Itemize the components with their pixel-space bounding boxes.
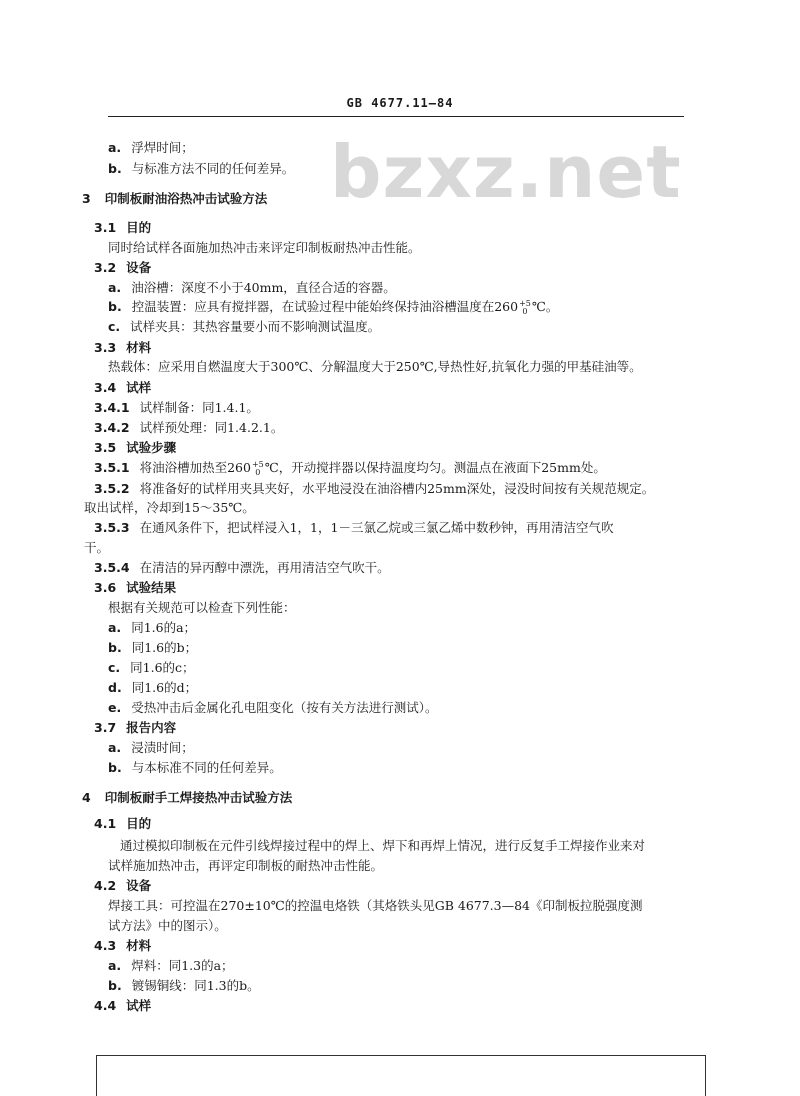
footer-frame [96, 1055, 706, 1096]
list-item: b. 与标准方法不同的任何差异。 [108, 161, 295, 176]
paragraph-line: 试样施加热冲击，再评定印制板的耐热冲击性能。 [108, 858, 384, 873]
subsection-heading: 3.3 材料 [94, 340, 152, 355]
header-rule [108, 116, 684, 117]
clause-line: 3.4.2 试样预处理：同1.4.2.1。 [94, 420, 284, 435]
paragraph-line: 焊接工具：可控温在270±10℃的控温电烙铁（其烙铁头见GB 4677.3—84《印制板拉脱强度测 [108, 898, 643, 913]
list-item: c. 同1.6的c； [108, 660, 195, 675]
clause-line: 3.5.1 将油浴槽加热至260 +5 0 ℃，开动搅拌器以保持温度均匀。测温点在液面下25mm处。 [94, 460, 606, 477]
subsection-heading: 3.2 设备 [94, 260, 152, 275]
subsection-heading: 4.2 设备 [94, 878, 152, 893]
tolerance-superscript: +5 0 [519, 299, 531, 316]
subsection-heading: 3.4 试样 [94, 380, 152, 395]
section-heading: 3 印制板耐油浴热冲击试验方法 [82, 191, 268, 206]
paragraph-line: 通过模拟印制板在元件引线焊接过程中的焊上、焊下和再焊上情况，进行反复手工焊接作业来对 [120, 838, 646, 853]
subsection-heading: 3.7 报告内容 [94, 720, 177, 735]
clause-line: 3.5.2 将准备好的试样用夹具夹好，水平地浸没在油浴槽内25mm深处，浸没时间按有关规范规定。 [94, 481, 655, 496]
list-item: b. 控温装置：应具有搅拌器，在试验过程中能始终保持油浴槽温度在260 +5 0 ℃。 [108, 299, 559, 316]
list-item: a. 浮焊时间； [108, 140, 194, 155]
paragraph-line: 取出试样，冷却到15～35℃。 [84, 500, 255, 515]
list-item: d. 同1.6的d； [108, 680, 198, 695]
paragraph-line: 干。 [84, 540, 110, 555]
clause-line: 3.5.4 在清洁的异丙醇中漂洗，再用清洁空气吹干。 [94, 560, 390, 575]
list-item: a. 同1.6的a； [108, 620, 197, 635]
watermark: bzxz.net [330, 130, 682, 214]
list-item: b. 与本标准不同的任何差异。 [108, 760, 282, 775]
list-item: a. 油浴槽：深度不小于40mm，直径合适的容器。 [108, 280, 396, 295]
clause-line: 3.5.3 在通风条件下，把试样浸入1，1，1－三氯乙烷或三氯乙烯中数秒钟，再用清洁空气吹 [94, 520, 614, 535]
paragraph-line: 根据有关规范可以检查下列性能： [108, 600, 296, 615]
tolerance-superscript: +5 0 [251, 460, 264, 477]
list-item: a. 浸渍时间； [108, 740, 194, 755]
paragraph-line: 试方法》中的图示）。 [108, 918, 227, 933]
subsection-heading: 3.1 目的 [94, 220, 152, 235]
subsection-heading: 4.3 材料 [94, 938, 152, 953]
paragraph-line: 同时给试样各面施加热冲击来评定印制板耐热冲击性能。 [108, 240, 421, 255]
paragraph-line: 热载体：应采用自燃温度大于300℃、分解温度大于250℃,导热性好,抗氧化力强的甲基硅油等。 [108, 359, 642, 374]
document-header: GB 4677.11—84 [346, 96, 454, 110]
subsection-heading: 3.6 试验结果 [94, 580, 177, 595]
list-item: c. 试样夹具：其热容量要小而不影响测试温度。 [108, 319, 381, 334]
list-item: b. 同1.6的b； [108, 640, 198, 655]
list-item: e. 受热冲击后金属化孔电阻变化（按有关方法进行测试）。 [108, 700, 438, 715]
list-item: b. 镀锡铜线：同1.3的b。 [108, 978, 260, 993]
list-item: a. 焊料：同1.3的a； [108, 958, 234, 973]
subsection-heading: 4.4 试样 [94, 998, 152, 1013]
section-heading: 4 印制板耐手工焊接热冲击试验方法 [82, 790, 293, 805]
subsection-heading: 3.5 试验步骤 [94, 440, 177, 455]
clause-line: 3.4.1 试样制备：同1.4.1。 [94, 400, 259, 415]
subsection-heading: 4.1 目的 [94, 816, 152, 831]
